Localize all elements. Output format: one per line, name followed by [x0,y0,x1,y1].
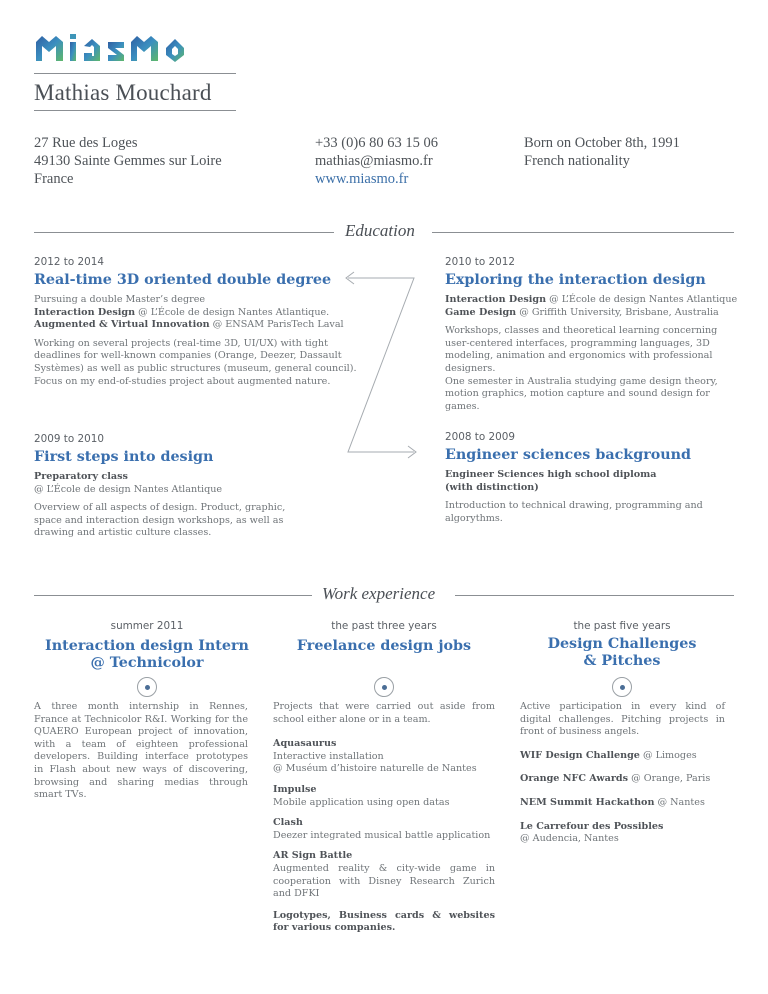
education-detail: Interaction Design @ L’École de design Nantes Atlantique [445,294,738,305]
education-rule-left [34,232,334,233]
freelance-list [273,701,495,935]
work-rule-right [455,595,734,596]
challenge-item: WIF Design Challenge @ Limoges [520,749,697,761]
logo-rule [34,73,236,74]
address-block [34,134,222,188]
education-heading: Engineer sciences background [445,447,692,463]
birth-date: Born on October 8th, 1991 [524,135,680,151]
challenges-list [520,701,725,846]
work-rule-left [34,595,312,596]
timeline-dot-icon [374,677,394,697]
work-heading: Freelance design jobs [296,638,472,654]
work-date: the past five years [573,620,671,632]
person-name: Mathias Mouchard [34,80,212,105]
education-item [34,256,364,388]
education-heading: First steps into design [34,449,214,465]
education-date: 2010 to 2012 [445,256,515,268]
education-date: 2012 to 2014 [34,256,104,268]
work-footer: Logotypes, Business cards & websites for various companies. [273,909,495,934]
education-detail: Engineer Sciences high school diploma [445,469,657,480]
education-item [445,431,745,525]
work-description: A three month internship in Rennes, France at Technicolor R&I. Working for the QUAERO European project of innovation, with a team of eighteen professional developers. Building interface prototypes in Flash about new ways of discovering, browsing and sharing medias through smart TVs. [34,701,248,801]
education-date: 2009 to 2010 [34,433,104,445]
work-heading: & Pitches [583,653,661,669]
education-detail: Augmented & Virtual Innovation @ ENSAM ParisTech Laval [34,319,344,331]
education-heading: Exploring the interaction design [445,272,706,288]
name-rule [34,110,236,111]
challenge-item: NEM Summit Hackathon @ Nantes [520,796,705,808]
work-heading: Interaction design Intern [45,638,249,654]
timeline-dot-icon [137,677,157,697]
contact-block [315,134,438,188]
education-detail: Game Design @ Griffith University, Brisbane, Australia [445,306,719,318]
address-line: 49130 Sainte Gemmes sur Loire [34,153,222,169]
work-heading: Design Challenges [547,636,697,652]
website-link[interactable]: www.miasmo.fr [315,171,409,187]
personal-block [524,134,680,170]
work-column-intern [34,620,260,672]
education-description: Working on several projects (real-time 3D, UI/UX) with tight deadlines for well-known companies (Orange, Deezer, Dassault Systèmes) as well as public structures (museum, general council). Focus on my end-of-studies project about augmented nature. [34,337,357,387]
nationality: French nationality [524,153,630,169]
education-heading: Real-time 3D oriented double degree [34,272,332,288]
email-address: mathias@miasmo.fr [315,153,433,169]
work-heading: @ Technicolor [90,655,204,671]
education-detail: Pursuing a double Master’s degree [34,294,206,305]
miasmo-logo-icon [34,28,238,68]
phone-number: +33 (0)6 80 63 15 06 [315,135,438,151]
education-description: Workshops, classes and theoretical learning concerning user-centered interfaces, programming languages, 3D modeling, animation and ergonomics with professional designers. One semester in Australia studying game design theory, motion graphics, motion capture and sound design for games. [445,325,718,412]
work-column-challenges [509,620,735,670]
education-detail: (with distinction) [445,481,539,493]
education-detail: Interaction Design @ L’École de design Nantes Atlantique. [34,306,330,318]
address-line: 27 Rue des Loges [34,135,138,151]
project-item: AR Sign Battle Augmented reality & city-wide game in cooperation with Disney Research Zurich and DFKI [273,850,495,900]
education-date: 2008 to 2009 [445,431,515,443]
project-item: Impulse Mobile application using open datas [273,783,450,808]
timeline-dot-icon [612,677,632,697]
education-description: Overview of all aspects of design. Product, graphic, space and interaction design workshops, as well as drawing and artistic culture classes. [34,502,286,539]
project-item: Aquasaurus Interactive installation @ Muséum d’histoire naturelle de Nantes [273,738,477,775]
education-title: Education [339,221,421,241]
work-description: Active participation in every kind of digital challenges. Pitching projects in front of business angels. [520,701,725,738]
education-description: Introduction to technical drawing, programming and algorythms. [445,500,703,524]
work-title: Work experience [316,584,441,604]
work-date: the past three years [331,620,437,632]
project-item: Clash Deezer integrated musical battle application [273,817,491,841]
education-item [34,433,364,540]
work-column-freelance [271,620,497,655]
challenge-item: Orange NFC Awards @ Orange, Paris [520,773,711,785]
address-line: France [34,171,74,187]
education-item [445,256,745,413]
logo [34,28,238,68]
education-detail: @ L’École de design Nantes Atlantique [34,483,223,495]
education-rule-right [432,232,734,233]
work-date: summer 2011 [110,620,184,632]
challenge-item: Le Carrefour des Possibles @ Audencia, Nantes [520,820,664,845]
education-detail: Preparatory class [34,471,128,482]
work-description: Projects that were carried out aside from school either alone or in a team. [273,701,495,725]
